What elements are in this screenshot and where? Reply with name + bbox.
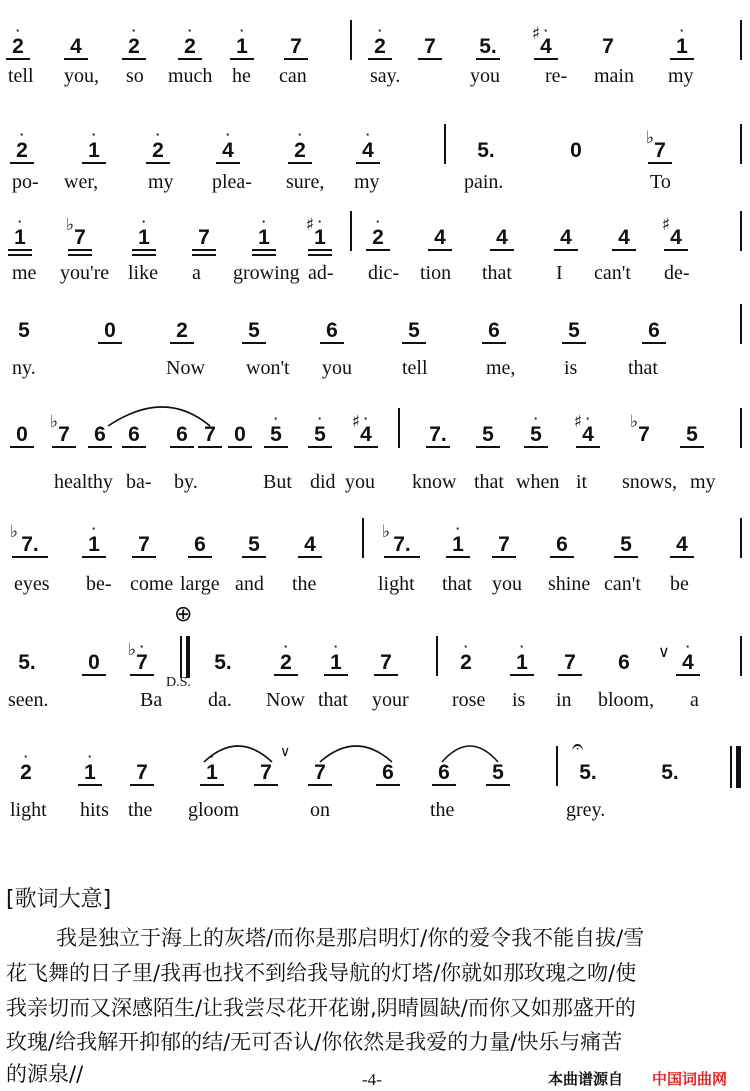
note: 5 [484,740,512,790]
note: ♯ · 4 [532,14,560,64]
lyric: seen. [8,689,49,711]
note: 7 [252,740,280,790]
lyric: da. [208,689,232,711]
note: · 1 [80,512,108,562]
lyric: that [474,471,504,493]
note: · 2 [144,118,172,168]
lyric: that [442,573,472,595]
lyric: I [556,262,563,284]
note: ♭ 7. [10,512,50,562]
note: ♯ · 1 [306,205,334,255]
note: 5 [240,298,268,348]
note: · 2 [364,205,392,255]
lyric: main [594,65,634,87]
note: 6 [318,298,346,348]
final-barline [736,746,741,788]
note: · 5 [306,402,334,452]
note: 7 [306,740,334,790]
note: 7 [602,35,614,58]
note: · 1 [444,512,472,562]
note: 5 [560,298,588,348]
lyric: by. [174,471,198,493]
lyric: your [372,689,409,711]
lyric: you [492,573,522,595]
lyric: light [10,799,47,821]
lyric: rose [452,689,486,711]
source-label: 本曲谱源自 [548,1070,624,1088]
note: 7 [556,630,584,680]
lyric: de- [664,262,690,284]
note: 4 [610,205,638,255]
lyric: Now [266,689,305,711]
lyric: a [690,689,699,711]
barline [740,304,742,344]
lyric: grey. [566,799,606,821]
note: 2 [168,298,196,348]
final-barline [730,746,732,788]
lyric: be- [86,573,112,595]
lyric: me [12,262,37,284]
barline [444,124,446,164]
note: · 2 [4,14,32,64]
barline [350,20,352,60]
note: · 4 [674,630,702,680]
note: ♭ 7 [66,205,94,255]
score-row-7 [0,602,750,740]
lyric: you [345,471,375,493]
double-barline [180,636,182,678]
note: 4 [426,205,454,255]
lyric: eyes [14,573,50,595]
lyric: Now [166,357,205,379]
note: 6 [120,402,148,452]
note: · 1 [76,740,104,790]
note: 7 [282,14,310,64]
lyric: you, [64,65,99,87]
note: 6 [430,740,458,790]
breath-mark: ∨ [658,642,670,661]
lyric: ad- [308,262,334,284]
note: 5 [18,319,30,342]
lyric: wer, [64,171,99,193]
note: · 4 [214,118,242,168]
note: · 1 [322,630,350,680]
note: 5. [579,761,597,784]
note: 0 [80,630,108,680]
lyric: is [512,689,526,711]
note: 0 [8,402,36,452]
barline [740,211,742,251]
lyric: ny. [12,357,36,379]
note: · 2 [272,630,300,680]
note: 5 [240,512,268,562]
barline [436,636,438,676]
note: · 1 [228,14,256,64]
translation-line: 玫瑰/给我解开抑郁的结/无可否认/你依然是我爱的力量/快乐与痛苦 [6,1030,623,1054]
note: 7 [130,512,158,562]
lyric: pain. [464,171,504,193]
barline [740,20,742,60]
lyric: say. [370,65,401,87]
note: 4 [668,512,696,562]
score-row-5 [0,402,750,512]
lyric: gloom [188,799,240,821]
note: 6 [548,512,576,562]
lyric: like [128,262,158,284]
translation-heading: [歌词大意] [6,887,112,912]
lyric: did [310,471,336,493]
note: 6 [168,402,196,452]
note: ♭ 7 [629,412,650,446]
note: · 2 [286,118,314,168]
lyric: shine [548,573,591,595]
note: 6 [374,740,402,790]
note: 6 [86,402,114,452]
barline [362,518,364,558]
lyric: can [279,65,307,87]
note: ♭ 7. [382,512,422,562]
lyric: it [576,471,588,493]
note: 7. [424,402,452,452]
lyric: tion [420,262,452,284]
note: ♯ 4 [662,205,690,255]
lyric: Ba [140,689,163,711]
translation-line: 我亲切而又深感陌生/让我尝尽花开花谢,阴晴圆缺/而你又如那盛开的 [6,996,636,1020]
note: 5. [474,14,502,64]
note: 6 [640,298,668,348]
note: 7 [372,630,400,680]
lyric: snows, [622,471,678,493]
lyric: he [232,65,251,87]
lyric: much [168,65,213,87]
fermata-mark: 𝄐 [572,734,584,758]
lyric: the [128,799,153,821]
note: · 2 [176,14,204,64]
note: · 4 [354,118,382,168]
lyric: that [318,689,348,711]
source-site-link[interactable]: 中国词曲网 [652,1070,728,1088]
note: 5 [400,298,428,348]
lyric: know [412,471,457,493]
note: · 2 [460,639,472,674]
lyric: my [668,65,694,87]
lyric: so [126,65,144,87]
lyric: in [556,689,572,711]
note: 4 [488,205,516,255]
lyric: a [192,262,201,284]
lyric: you [470,65,500,87]
note: ♭ 7 [50,402,78,452]
lyric: re- [545,65,568,87]
lyric: bloom, [598,689,655,711]
barline [740,408,742,448]
note: 5. [661,761,679,784]
note: 0 [570,139,582,162]
note: 7 [196,402,224,452]
lyric: on [310,799,330,821]
lyric: you're [60,262,110,284]
lyric: my [148,171,174,193]
barline [740,518,742,558]
lyric: and [235,573,264,595]
note: ♯ · 4 [574,402,602,452]
note: · 2 [120,14,148,64]
translation-line: 的源泉// [6,1062,84,1086]
coda-sign: ⊕ [174,602,193,627]
note: 0 [226,402,254,452]
lyric: be [670,573,689,595]
breath-mark: ∨ [280,744,291,760]
barline [740,124,742,164]
lyric: the [292,573,317,595]
note: 4 [296,512,324,562]
score-row-1 [0,14,750,124]
note: · 1 [130,205,158,255]
note: 4 [552,205,580,255]
lyric: can't [594,262,631,284]
lyric: that [628,357,658,379]
note: 5. [18,651,36,674]
lyric: hits [80,799,109,821]
note: 0 [96,298,124,348]
lyric: To [650,171,671,193]
note: · 1 [80,118,108,168]
lyric: can't [604,573,641,595]
lyric: won't [246,357,290,379]
lyric: plea- [212,171,252,193]
lyric: light [378,573,415,595]
note: ♯ · 4 [352,402,380,452]
note: ♭ 7 [646,118,674,168]
lyric: me, [486,357,516,379]
note: 5. [477,139,495,162]
note: 4 [62,14,90,64]
note: 7 [416,14,444,64]
lyric: growing [233,262,300,284]
score-row-8 [0,734,750,850]
note: 5. [214,651,232,674]
note: · 5 [262,402,290,452]
note: · 2 [20,749,32,784]
barline [398,408,400,448]
lyric: large [180,573,220,595]
ds-marking: D.S. [166,675,191,690]
lyric: the [430,799,455,821]
lyric: tell [402,357,428,379]
page-number: -4- [362,1070,382,1089]
note: 5 [678,402,706,452]
note: 6 [186,512,214,562]
note: · 1 [198,740,226,790]
lyric: my [354,171,380,193]
note: · 2 [366,14,394,64]
lyric: ba- [126,471,152,493]
barline [556,746,558,786]
lyric: is [564,357,578,379]
lyric: But [263,471,292,493]
note: · 1 [668,14,696,64]
translation-line: 我是独立于海上的灰塔/而你是那启明灯/你的爱令我不能自拔/雪 [56,926,645,950]
note: 7 [128,740,156,790]
note: · 1 [508,630,536,680]
lyric: sure, [286,171,325,193]
lyric: po- [12,171,39,193]
barline [350,211,352,251]
double-barline [186,636,190,678]
note: 5 [612,512,640,562]
note: · 1 [6,205,34,255]
score-row-6 [0,512,750,622]
translation-line: 花飞舞的日子里/我再也找不到给我导航的灯塔/你就如那玫瑰之吻/使 [6,961,637,985]
note: 5 [474,402,502,452]
barline [740,636,742,676]
note: · 1 [250,205,278,255]
note: · 2 [8,118,36,168]
lyric: when [516,471,560,493]
lyric: that [482,262,512,284]
score-row-4 [0,298,750,408]
lyric: healthy [54,471,113,493]
lyric: come [130,573,174,595]
lyric: tell [8,65,34,87]
note: 7 [490,512,518,562]
lyric: dic- [368,262,400,284]
note: 6 [480,298,508,348]
lyric: my [690,471,716,493]
note: 7 [190,205,218,255]
note: ♭ · 7 [128,630,156,680]
note: · 5 [522,402,550,452]
lyric: you [322,357,352,379]
note: 6 [618,651,630,674]
